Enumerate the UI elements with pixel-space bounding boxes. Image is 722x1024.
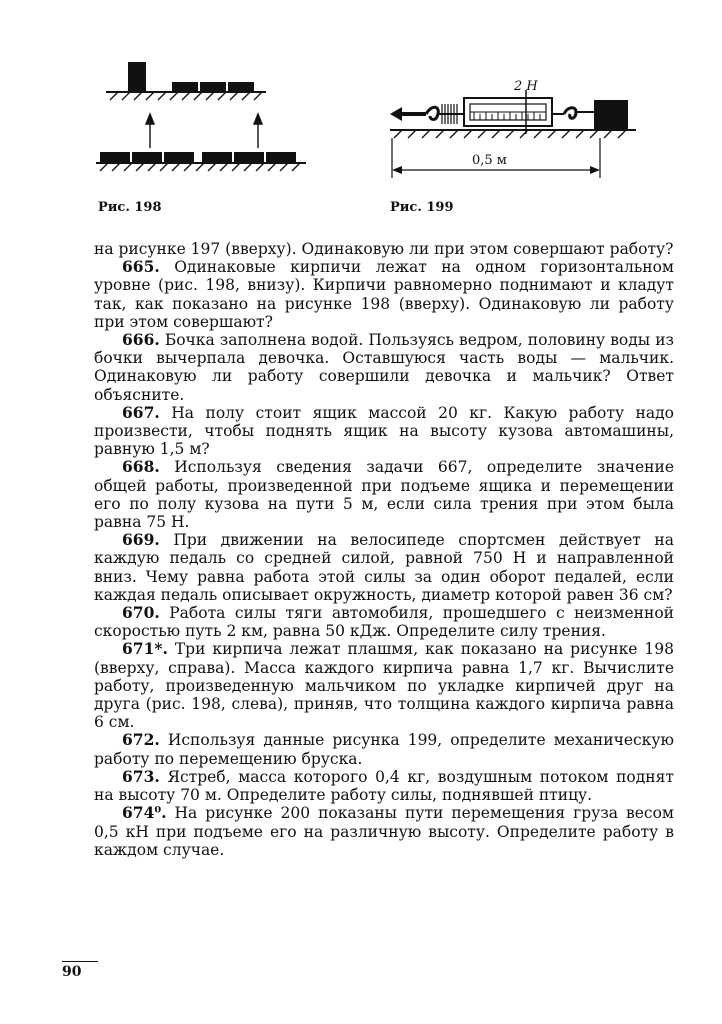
task-669 bbox=[94, 531, 674, 604]
task-667 bbox=[94, 404, 674, 459]
task-668 bbox=[94, 458, 674, 531]
task-670 bbox=[94, 604, 674, 640]
distance-label: 0,5 м bbox=[472, 153, 507, 168]
task-674 bbox=[94, 804, 674, 859]
figure-199-caption: Рис. 199 bbox=[390, 200, 454, 215]
task-text: Бочка заполнена водой. Пользуясь ведром, половину воды из бочки вычерпала девочка. Оставшуюся часть воды — мальчик. Одинаковую ли работу совершили девочка и мальчик? Ответ объясните. bbox=[94, 331, 674, 404]
task-number: 672. bbox=[122, 730, 160, 750]
continuation-paragraph: на рисунке 197 (вверху). Одинаковую ли при этом совершают работу? bbox=[94, 240, 674, 258]
task-text: Используя сведения задачи 667, определите значение общей работы, произведенной при подъеме ящика и перемещении его по полу кузова на пути 5 м, если сила трения при этом была равна 75 Н. bbox=[94, 458, 674, 532]
task-text: На полу стоит ящик массой 20 кг. Какую работу надо произвести, чтобы поднять ящик на высоту кузова автомашины, равную 1,5 м? bbox=[94, 403, 675, 459]
task-text: Одинаковые кирпичи лежат на одном горизонтальном уровне (рис. 198, внизу). Кирпичи равномерно поднимают и кладут так, как показано на рисунке 198 (вверху). Одинаковую ли работу при этом совершают? bbox=[94, 258, 674, 331]
page-number: 90 bbox=[62, 961, 98, 980]
task-673 bbox=[94, 768, 674, 804]
task-text: Ястреб, масса которого 0,4 кг, воздушным потоком поднят на высоту 70 м. Определите работу силы, поднявшей птицу. bbox=[94, 767, 674, 805]
task-671 bbox=[94, 640, 674, 731]
task-text: При движении на велосипеде спортсмен действует на каждую педаль со средней силой, равной 750 Н и направленной вниз. Чему равна работа этой силы за один оборот педалей, если каждая педаль описывает окружность, диаметр которой равен 36 см? bbox=[94, 531, 674, 604]
task-665 bbox=[94, 258, 674, 331]
problems-text bbox=[94, 240, 674, 859]
task-666 bbox=[94, 331, 674, 404]
task-number: 666. bbox=[122, 330, 160, 350]
task-672 bbox=[94, 731, 674, 767]
figure-198-caption: Рис. 198 bbox=[98, 200, 162, 215]
figure-199 bbox=[386, 76, 646, 186]
task-number: 673. bbox=[122, 766, 160, 786]
task-number: 674⁰. bbox=[122, 803, 167, 823]
task-number: 667. bbox=[122, 402, 160, 422]
task-number: 668. bbox=[122, 457, 160, 477]
task-text: На рисунке 200 показаны пути перемещения груза весом 0,5 кН при подъеме его на различную высоту. Определите работу в каждом случае. bbox=[94, 804, 674, 859]
task-number: 665. bbox=[122, 257, 160, 277]
task-text: Три кирпича лежат плашмя, как показано на рисунке 198 (вверху, справа). Масса каждого кирпича равна 1,7 кг. Вычислите работу, произведенную мальчиком по укладке кирпичей друг на друга (рис. 198, слева), приняв, что толщина каждого кирпича равна 6 см. bbox=[94, 640, 674, 732]
figure-198 bbox=[96, 56, 316, 176]
task-number: 670. bbox=[122, 603, 160, 623]
task-list bbox=[94, 258, 674, 859]
task-number: 671*. bbox=[122, 639, 168, 659]
task-text: Используя данные рисунка 199, определите механическую работу по перемещению бруска. bbox=[94, 731, 674, 768]
force-label: 2 H bbox=[514, 79, 538, 94]
task-number: 669. bbox=[122, 530, 160, 550]
task-text: Работа силы тяги автомобиля, прошедшего с неизменной скоростью путь 2 км, равна 50 кДж. Определите силу трения. bbox=[94, 604, 674, 641]
